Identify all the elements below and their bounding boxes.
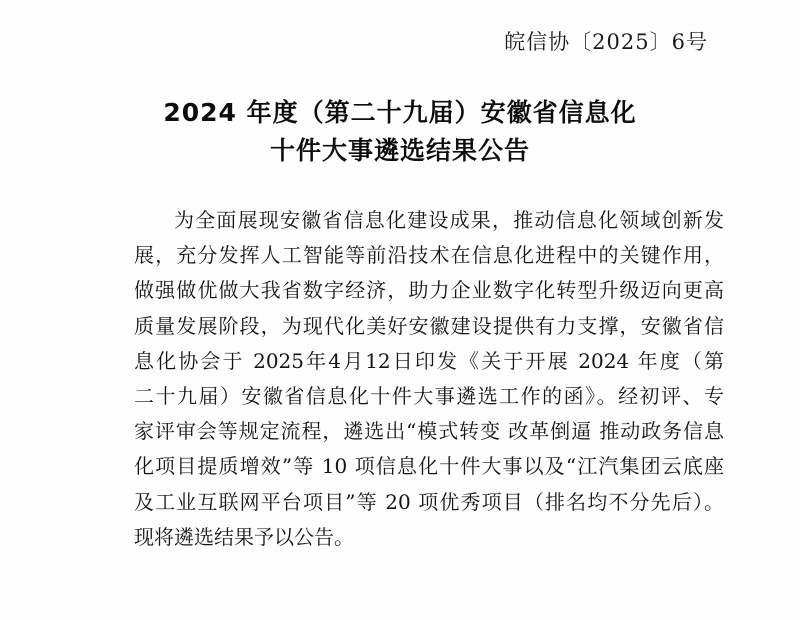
body-line: 展，充分发挥人工智能等前沿技术在信息化进程中的关键作用， bbox=[134, 243, 724, 268]
body-line: 为全面展现安徽省信息化建设成果，推动信息化领域创新发 bbox=[174, 208, 724, 232]
body-line: 息化协会于 2025年4月12日印发《关于开展 2024 年度（第 bbox=[134, 348, 724, 373]
body-line: 及工业互联网平台项目”等 20 项优秀项目（排名均不分先后）。 bbox=[134, 489, 724, 514]
title-line-2: 十件大事遴选结果公告 bbox=[269, 136, 530, 165]
body-line: 做强做优做大我省数字经济，助力企业数字化转型升级迈向更高 bbox=[134, 278, 724, 303]
body-line: 质量发展阶段，为现代化美好安徽建设提供有力支撑，安徽省信 bbox=[134, 313, 724, 338]
title-line-1: 2024 年度（第二十九届）安徽省信息化 bbox=[163, 98, 637, 127]
document-number: 皖信协〔2025〕6号 bbox=[504, 30, 708, 54]
body-line: 化项目提质增效”等 10 项信息化十件大事以及“江汽集团云底座 bbox=[134, 454, 724, 479]
body-line: 二十九届）安徽省信息化十件大事遴选工作的函》。经初评、专 bbox=[134, 383, 724, 408]
body-paragraph bbox=[134, 203, 724, 555]
document-title bbox=[0, 94, 800, 170]
body-line: 家评审会等规定流程，遴选出“模式转变 改革倒逼 推动政务信息 bbox=[134, 419, 724, 444]
body-line: 现将遴选结果予以公告。 bbox=[134, 524, 354, 549]
